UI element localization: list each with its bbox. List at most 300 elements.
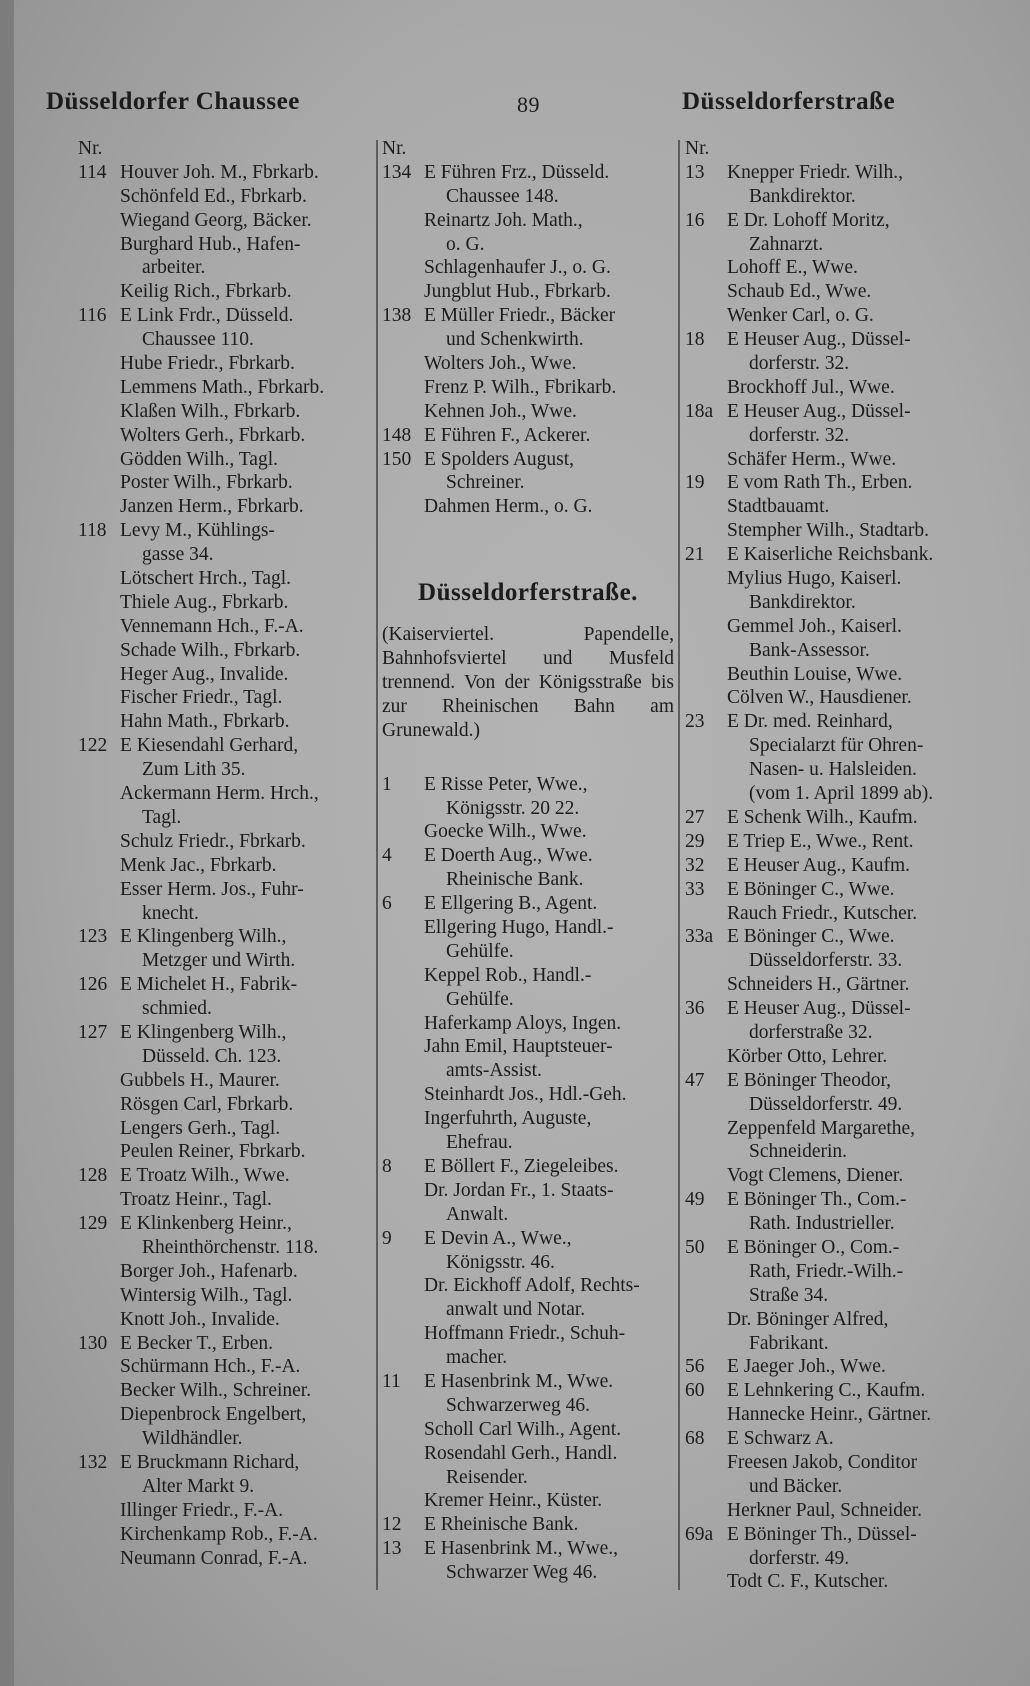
directory-entry: [78, 854, 374, 878]
nr-label: Nr.: [685, 138, 710, 159]
entry-text: E Devin A., Wwe.,: [424, 1227, 572, 1249]
house-number: 114: [78, 161, 107, 183]
entry-text: Dr. Jordan Fr., 1. Staats-: [424, 1179, 614, 1201]
directory-entry: [78, 376, 374, 400]
entry-line: [382, 892, 674, 916]
entry-line: [685, 304, 985, 328]
directory-entry: [685, 495, 985, 519]
entry-continuation: Chaussee 148.: [446, 185, 559, 207]
house-number: 23: [685, 711, 705, 733]
directory-entry: [382, 1513, 674, 1537]
entry-text: E vom Rath Th., Erben.: [727, 472, 913, 494]
entry-line: [78, 615, 374, 639]
directory-entry: [382, 964, 674, 1012]
directory-entry: [685, 400, 985, 448]
entry-continuation: Tagl.: [142, 806, 182, 828]
entry-line: [685, 854, 985, 878]
entry-line: [685, 1570, 985, 1594]
entry-text: E Schenk Wilh., Kaufm.: [727, 806, 918, 828]
directory-entry: [78, 639, 374, 663]
entry-text: Illinger Friedr., F.-A.: [120, 1499, 284, 1521]
entry-line: [685, 495, 985, 519]
entry-line: [685, 1427, 985, 1451]
entry-text: Lötschert Hrch., Tagl.: [120, 568, 292, 590]
entry-line: [78, 233, 374, 257]
entry-text: E Böninger O., Com.-: [727, 1236, 900, 1258]
house-number: 9: [382, 1227, 392, 1249]
entry-line: [78, 686, 374, 710]
nr-label: Nr.: [78, 138, 103, 159]
entry-line: [78, 567, 374, 591]
entry-line: [78, 1212, 374, 1236]
entry-text: E Klinkenberg Heinr.,: [120, 1213, 292, 1235]
entry-text: Esser Herm. Jos., Fuhr-: [120, 878, 304, 900]
directory-entry: [78, 1499, 374, 1523]
house-number: 6: [382, 893, 392, 915]
entry-text: E Bruckmann Richard,: [120, 1451, 300, 1473]
entry-line: [685, 567, 985, 591]
directory-entry: [78, 352, 374, 376]
directory-entry: [78, 925, 374, 973]
house-number: 33a: [685, 926, 714, 948]
house-number: 36: [685, 998, 705, 1020]
directory-entry: [78, 1188, 374, 1212]
entry-line: [685, 448, 985, 472]
directory-entry: [685, 304, 985, 328]
entry-line: [382, 844, 674, 868]
entry-line: [78, 280, 374, 304]
directory-entry: [78, 280, 374, 304]
entry-line: [685, 1117, 985, 1141]
entry-line: [382, 773, 674, 797]
directory-entry: [78, 830, 374, 854]
entry-line: [685, 902, 985, 926]
entry-line: [382, 1107, 674, 1131]
directory-entry: [78, 1021, 374, 1069]
directory-entry: [685, 1164, 985, 1188]
directory-entry: [382, 1179, 674, 1227]
entry-text: Kehnen Joh., Wwe.: [424, 400, 577, 422]
entry-line: [78, 400, 374, 424]
entry-text: Hoffmann Friedr., Schuh-: [424, 1323, 626, 1345]
house-number: 16: [685, 209, 705, 231]
entry-line: [685, 710, 985, 734]
directory-entry: [685, 209, 985, 257]
entry-text: E Spolders August,: [424, 448, 575, 470]
directory-entry: [382, 1418, 674, 1442]
house-number: 12: [382, 1514, 402, 1536]
entry-line: [685, 328, 985, 352]
entry-text: Stempher Wilh., Stadtarb.: [727, 520, 929, 542]
running-head-left: Düsseldorfer Chaussee: [46, 88, 300, 115]
entry-line: [382, 820, 674, 844]
entry-text: Todt C. F., Kutscher.: [727, 1571, 889, 1593]
directory-entry: [685, 161, 985, 209]
entry-line: [382, 1083, 674, 1107]
directory-entry: [78, 782, 374, 830]
entry-continuation: (vom 1. April 1899 ab).: [749, 783, 934, 805]
entry-text: Dr. Eickhoff Adolf, Rechts-: [424, 1275, 640, 1297]
entry-continuation: Straße 34.: [749, 1284, 829, 1306]
directory-entry: [382, 844, 674, 892]
entry-line: [78, 710, 374, 734]
entry-text: E Hasenbrink M., Wwe.: [424, 1370, 614, 1392]
directory-entry: [78, 424, 374, 448]
directory-entry: [382, 1274, 674, 1322]
entry-line: [685, 209, 985, 233]
entry-text: Schäfer Herm., Wwe.: [727, 448, 897, 470]
entry-line: [78, 1547, 374, 1571]
entry-line: [382, 1155, 674, 1179]
directory-entry: [685, 1069, 985, 1117]
entry-line: [78, 376, 374, 400]
directory-entry: [685, 471, 985, 495]
entry-line: [78, 639, 374, 663]
directory-entry: [685, 830, 985, 854]
directory-entry: [78, 686, 374, 710]
entry-continuation: und Bäcker.: [749, 1475, 843, 1497]
entry-text: Keilig Rich., Fbrkarb.: [120, 281, 292, 303]
directory-entry: [78, 1140, 374, 1164]
entry-text: Schlagenhaufer J., o. G.: [424, 257, 611, 279]
house-number: 127: [78, 1021, 108, 1043]
directory-entry: [382, 209, 674, 257]
entry-continuation: macher.: [446, 1347, 508, 1369]
entry-line: [78, 1284, 374, 1308]
entry-line: [685, 1045, 985, 1069]
entry-line: [78, 1308, 374, 1332]
entry-line: [382, 1012, 674, 1036]
entry-text: E Böninger C., Wwe.: [727, 878, 895, 900]
entry-continuation: Schwarzer Weg 46.: [446, 1562, 598, 1584]
entry-line: [382, 964, 674, 988]
entry-line: [78, 973, 374, 997]
house-number: 19: [685, 472, 705, 494]
entry-continuation: anwalt und Notar.: [446, 1299, 586, 1321]
directory-entry: [685, 567, 985, 615]
nr-label: Nr.: [382, 138, 407, 159]
directory-entry: [382, 1370, 674, 1418]
entry-line: [685, 1355, 985, 1379]
house-number: 129: [78, 1213, 108, 1235]
house-number: 27: [685, 806, 705, 828]
entry-line: [382, 1227, 674, 1251]
entry-line: [685, 1164, 985, 1188]
entry-line: [685, 543, 985, 567]
entry-line: [382, 1035, 674, 1059]
entry-text: E Heuser Aug., Düssel-: [727, 998, 911, 1020]
directory-entry: [685, 902, 985, 926]
entry-text: Hube Friedr., Fbrkarb.: [120, 353, 295, 375]
entry-text: E Klingenberg Wilh.,: [120, 926, 287, 948]
entry-text: Heger Aug., Invalide.: [120, 663, 289, 685]
directory-entry: [382, 424, 674, 448]
entry-line: [685, 1069, 985, 1093]
house-number: 123: [78, 926, 108, 948]
entry-line: [78, 734, 374, 758]
entry-continuation: dorferstr. 49.: [749, 1547, 850, 1569]
entry-text: E Lehnkering C., Kaufm.: [727, 1380, 926, 1402]
entry-continuation: Wildhändler.: [142, 1428, 243, 1450]
directory-entry: [685, 543, 985, 567]
entry-continuation: Bank-Assessor.: [749, 639, 870, 661]
entry-line: [685, 1523, 985, 1547]
entry-line: [685, 878, 985, 902]
directory-entry: [685, 854, 985, 878]
entry-text: E Böninger Th., Düssel-: [727, 1523, 917, 1545]
house-number: 47: [685, 1069, 705, 1091]
directory-entry: [78, 400, 374, 424]
entry-line: [78, 1021, 374, 1045]
entry-continuation: Zahnarzt.: [749, 233, 824, 255]
house-number: 68: [685, 1428, 705, 1450]
directory-entry: [78, 878, 374, 926]
directory-entry: [382, 1537, 674, 1585]
entry-line: [78, 1451, 374, 1475]
entry-text: E Führen F., Ackerer.: [424, 424, 591, 446]
entry-text: E Dr. med. Reinhard,: [727, 711, 893, 733]
directory-entry: [382, 376, 674, 400]
entry-text: E Böninger Th., Com.-: [727, 1189, 907, 1211]
entry-text: Hahn Math., Fbrkarb.: [120, 711, 290, 733]
directory-entry: [78, 734, 374, 782]
entry-line: [685, 686, 985, 710]
directory-entry: [78, 567, 374, 591]
directory-entry: [78, 495, 374, 519]
directory-entry: [382, 1012, 674, 1036]
entry-line: [382, 209, 674, 233]
directory-entry: [382, 304, 674, 352]
directory-entry: [382, 916, 674, 964]
entry-line: [382, 280, 674, 304]
entry-text: E Heuser Aug., Düssel-: [727, 329, 911, 351]
house-number: 33: [685, 878, 705, 900]
entry-text: Schürmann Hch., F.-A.: [120, 1356, 301, 1378]
directory-entry: [685, 448, 985, 472]
entry-line: [78, 925, 374, 949]
entry-text: E Heuser Aug., Kaufm.: [727, 854, 911, 876]
directory-entry: [382, 1322, 674, 1370]
entry-line: [382, 1418, 674, 1442]
entry-text: Haferkamp Aloys, Ingen.: [424, 1012, 622, 1034]
entry-line: [382, 1489, 674, 1513]
entry-text: Wenker Carl, o. G.: [727, 305, 874, 327]
entry-text: Borger Joh., Hafenarb.: [120, 1260, 298, 1282]
entry-line: [78, 663, 374, 687]
entry-text: E Triep E., Wwe., Rent.: [727, 830, 914, 852]
directory-entry: [382, 256, 674, 280]
directory-entry: [78, 1117, 374, 1141]
entry-line: [685, 1188, 985, 1212]
directory-entry: [685, 878, 985, 902]
directory-entry: [685, 973, 985, 997]
entry-text: Wolters Gerh., Fbrkarb.: [120, 424, 306, 446]
entry-line: [78, 471, 374, 495]
entry-text: E Link Frdr., Düsseld.: [120, 305, 294, 327]
entry-line: [685, 830, 985, 854]
entry-text: Herkner Paul, Schneider.: [727, 1499, 922, 1521]
entry-text: E Kaiserliche Reichsbank.: [727, 544, 934, 566]
entry-text: Schneiders H., Gärtner.: [727, 974, 910, 996]
directory-entry: [382, 1489, 674, 1513]
house-number: 60: [685, 1380, 705, 1402]
entry-line: [78, 782, 374, 806]
entry-text: Houver Joh. M., Fbrkarb.: [120, 161, 319, 183]
entry-text: E Böninger C., Wwe.: [727, 926, 895, 948]
directory-entry: [685, 1379, 985, 1403]
house-number: 49: [685, 1189, 705, 1211]
entry-continuation: knecht.: [142, 902, 199, 924]
entry-line: [382, 161, 674, 185]
entry-text: Lohoff E., Wwe.: [727, 257, 858, 279]
directory-entry: [78, 185, 374, 209]
entry-text: Vogt Clemens, Diener.: [727, 1165, 904, 1187]
directory-entry: [78, 1523, 374, 1547]
entry-text: E Ellgering B., Agent.: [424, 893, 598, 915]
entry-continuation: Nasen- u. Halsleiden.: [749, 759, 917, 781]
directory-entry: [382, 161, 674, 209]
entry-text: Becker Wilh., Schreiner.: [120, 1380, 312, 1402]
directory-entry: [685, 1570, 985, 1594]
entry-line: [685, 376, 985, 400]
entry-text: E Michelet H., Fabrik-: [120, 974, 298, 996]
house-number: 122: [78, 735, 108, 757]
entry-line: [78, 1069, 374, 1093]
entry-line: [685, 663, 985, 687]
house-number: 134: [382, 161, 412, 183]
entry-continuation: Reisender.: [446, 1466, 528, 1488]
entry-text: Hannecke Heinr., Gärtner.: [727, 1404, 932, 1426]
entry-text: Körber Otto, Lehrer.: [727, 1045, 888, 1067]
entry-line: [382, 400, 674, 424]
entry-text: Keppel Rob., Handl.-: [424, 964, 592, 986]
directory-entry: [685, 710, 985, 806]
directory-entry: [78, 1164, 374, 1188]
entry-line: [78, 1403, 374, 1427]
entry-continuation: Bankdirektor.: [749, 185, 856, 207]
directory-entry: [685, 1403, 985, 1427]
entry-continuation: Metzger und Wirth.: [142, 950, 296, 972]
entry-line: [78, 1093, 374, 1117]
directory-entry: [685, 1427, 985, 1451]
entry-line: [78, 519, 374, 543]
directory-entry: [685, 328, 985, 376]
entry-continuation: o. G.: [446, 233, 485, 255]
entry-text: Cölven W., Hausdiener.: [727, 687, 912, 709]
entry-line: [78, 1188, 374, 1212]
entry-continuation: Gehülfe.: [446, 940, 514, 962]
entry-text: Frenz P. Wilh., Fbrikarb.: [424, 376, 617, 398]
entry-line: [685, 256, 985, 280]
entry-continuation: dorferstraße 32.: [749, 1021, 873, 1043]
entry-text: Knepper Friedr. Wilh.,: [727, 161, 903, 183]
entry-continuation: Ehefrau.: [446, 1132, 513, 1154]
entry-text: Schönfeld Ed., Fbrkarb.: [120, 185, 307, 207]
entry-line: [685, 519, 985, 543]
directory-entry: [78, 1284, 374, 1308]
entry-continuation: amts-Assist.: [446, 1060, 542, 1082]
entry-line: [78, 1379, 374, 1403]
entry-continuation: Düsseldorferstr. 49.: [749, 1093, 903, 1115]
directory-entry: [685, 663, 985, 687]
directory-entry: [685, 376, 985, 400]
directory-entry: [78, 304, 374, 352]
entry-line: [382, 1370, 674, 1394]
entry-continuation: Chaussee 110.: [142, 329, 254, 351]
entry-continuation: Bankdirektor.: [749, 591, 856, 613]
directory-entry: [685, 280, 985, 304]
entry-continuation: Rath. Industrieller.: [749, 1213, 895, 1235]
house-number: 130: [78, 1332, 108, 1354]
directory-entry: [685, 1308, 985, 1356]
directory-entry: [382, 1227, 674, 1275]
entry-line: [78, 1164, 374, 1188]
directory-entry: [382, 1035, 674, 1083]
entry-text: Rosendahl Gerh., Handl.: [424, 1442, 618, 1464]
entry-line: [685, 925, 985, 949]
entry-line: [685, 1499, 985, 1523]
entry-line: [382, 304, 674, 328]
entry-text: Poster Wilh., Fbrkarb.: [120, 472, 293, 494]
entry-line: [685, 615, 985, 639]
entry-text: Goecke Wilh., Wwe.: [424, 821, 587, 843]
entry-continuation: Schwarzerweg 46.: [446, 1394, 591, 1416]
directory-entry: [78, 591, 374, 615]
column-1: [78, 137, 374, 1570]
entry-line: [78, 1140, 374, 1164]
entry-continuation: dorferstr. 32.: [749, 353, 850, 375]
entry-text: Kirchenkamp Rob., F.-A.: [120, 1523, 318, 1545]
entry-continuation: Schreiner.: [446, 472, 525, 494]
entry-text: Rauch Friedr., Kutscher.: [727, 902, 918, 924]
directory-entry: [382, 495, 674, 519]
page-number: 89: [517, 92, 540, 117]
entry-line: [382, 1513, 674, 1537]
entry-line: [78, 1355, 374, 1379]
entry-text: Kremer Heinr., Küster.: [424, 1490, 603, 1512]
house-number: 18a: [685, 400, 714, 422]
directory-entry: [78, 471, 374, 495]
entry-text: Schaub Ed., Wwe.: [727, 281, 872, 303]
entry-text: Reinartz Joh. Math.,: [424, 209, 583, 231]
house-number: 138: [382, 305, 412, 327]
entry-text: Gödden Wilh., Tagl.: [120, 448, 278, 470]
entry-line: [78, 591, 374, 615]
entry-line: [685, 806, 985, 830]
entry-line: [685, 1236, 985, 1260]
house-number: 29: [685, 830, 705, 852]
entry-text: E Jaeger Joh., Wwe.: [727, 1356, 886, 1378]
entry-line: [382, 916, 674, 940]
section-description: (Kaiserviertel. Papendelle, Bahnhofsviertel und Musfeld trennend. Von der Königsstraße bis zur Rheinischen Bahn am Grunewald.): [382, 624, 674, 741]
entry-line: [382, 1537, 674, 1561]
directory-entry: [78, 1260, 374, 1284]
column-divider: [678, 140, 680, 1590]
directory-entry: [78, 973, 374, 1021]
entry-line: [685, 471, 985, 495]
directory-entry: [685, 519, 985, 543]
entry-line: [685, 400, 985, 424]
directory-entry: [685, 1117, 985, 1165]
entry-text: Menk Jac., Fbrkarb.: [120, 854, 277, 876]
entry-text: E Hasenbrink M., Wwe.,: [424, 1538, 619, 1560]
house-number: 56: [685, 1356, 705, 1378]
directory-entry: [685, 1188, 985, 1236]
house-number: 50: [685, 1236, 705, 1258]
entry-line: [78, 878, 374, 902]
directory-entry: [685, 686, 985, 710]
directory-entry: [382, 1083, 674, 1107]
